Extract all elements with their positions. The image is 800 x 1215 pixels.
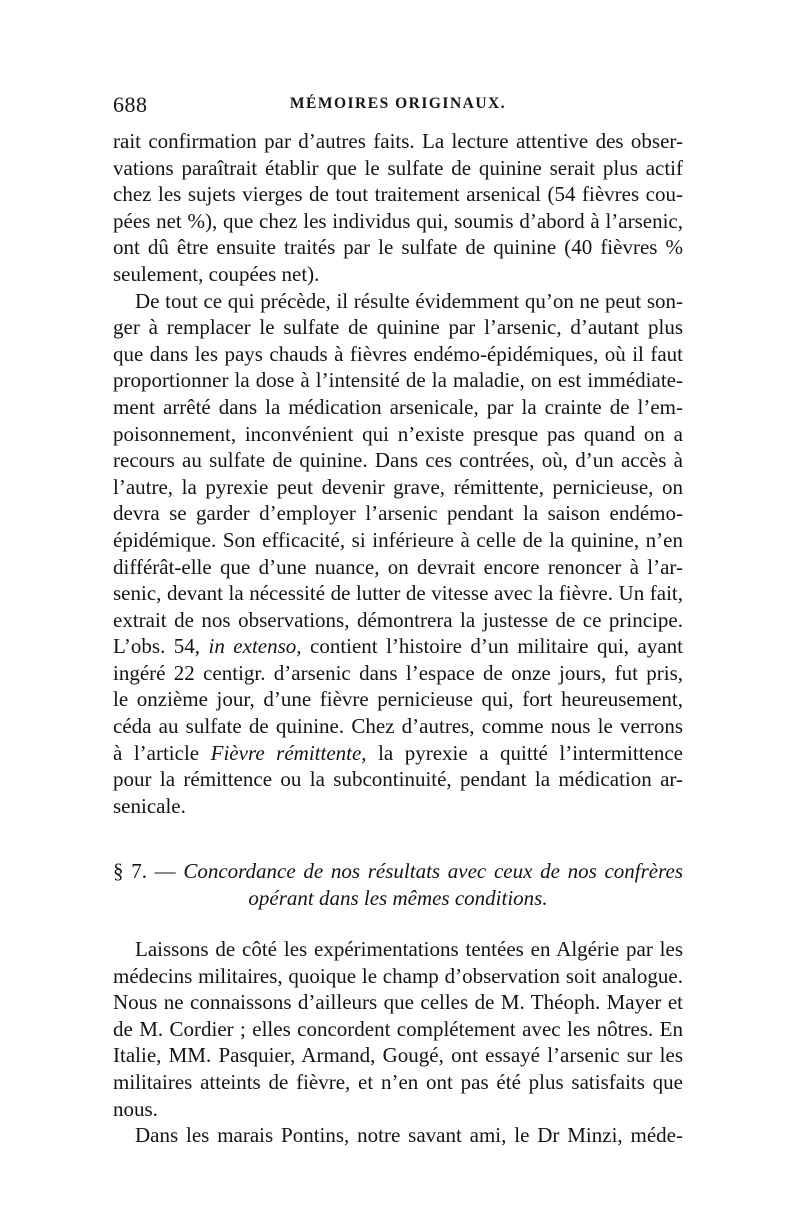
- running-head: MÉMOIRES ORIGINAUX.: [289, 95, 507, 112]
- text-line: que dans les pays chauds à fièvres endémo-épidémiques, où il faut: [113, 341, 683, 366]
- text-line: rait confirmation par d’autres faits. La lecture attentive des obser-: [113, 129, 683, 153]
- main-text: [113, 128, 683, 819]
- text-line: l’autre, la pyrexie peut devenir grave, rémittente, pernicieuse, on: [113, 474, 683, 499]
- text-segment: la pyrexie a quitté l’intermittence: [366, 740, 683, 765]
- text-line: recours au sulfate de quinine. Dans ces contrées, où, d’un accès à: [113, 448, 683, 473]
- text-line: Laissons de côté les expérimentations tentées en Algérie par les: [135, 937, 683, 961]
- text-line: pour la rémittence ou la subcontinuité, pendant la médication ar-: [113, 767, 683, 792]
- text-line: extrait de nos observations, démontrera la justesse de ce principe.: [113, 607, 683, 632]
- text-line: Italie, MM. Pasquier, Armand, Gougé, ont essayé l’arsenic sur les: [113, 1043, 683, 1068]
- page-header: [113, 92, 683, 124]
- text-segment: à l’article: [113, 740, 211, 765]
- section-heading: [113, 858, 683, 912]
- text-line: céda au sulfate de quinine. Chez d’autres, comme nous le verrons: [113, 714, 683, 739]
- text-line: le onzième jour, d’une fièvre pernicieuse qui, fort heureusement,: [113, 687, 683, 712]
- text-line: Nous ne connaissons d’ailleurs que celles de M. Théoph. Mayer et: [113, 990, 683, 1015]
- text-line: nous.: [113, 1096, 158, 1121]
- text-line: épidémique. Son efficacité, si inférieure à celle de la quinine, n’en: [113, 527, 683, 552]
- text-line: senicale.: [113, 793, 186, 818]
- text-line: ment arrêté dans la médication arsenicale, par la crainte de l’em-: [113, 394, 683, 419]
- text-line: senic, devant la nécessité de lutter de vitesse avec la fièvre. Un fait,: [113, 581, 683, 606]
- text-line: médecins militaires, quoique le champ d’observation soit analogue.: [113, 963, 683, 988]
- text-line: poisonnement, inconvénient qui n’existe presque pas quand on a: [113, 421, 683, 446]
- text-line: Dans les marais Pontins, notre savant ami, le Dr Minzi, méde-: [135, 1123, 683, 1148]
- section-title-line: [113, 858, 683, 885]
- section-number: § 7. —: [113, 859, 176, 883]
- italic-term: Fièvre rémittente,: [210, 740, 367, 765]
- text-line: devra se garder d’employer l’arsenic pendant la saison endémo-: [113, 501, 683, 526]
- text-line: proportionner la dose à l’intensité de la maladie, on est immédiate-: [113, 368, 683, 393]
- text-line: chez les sujets vierges de tout traitement arsenical (54 fièvres cou-: [113, 182, 683, 207]
- text-line-mixed: [113, 740, 683, 767]
- italic-term: in extenso,: [208, 634, 302, 659]
- text-line: De tout ce qui précède, il résulte évidemment qu’on ne peut son-: [135, 288, 683, 313]
- text-line: ont dû être ensuite traités par le sulfate de quinine (40 fièvres %: [113, 235, 683, 260]
- section-title-text: Concordance de nos résultats avec ceux de nos confrères: [175, 859, 684, 883]
- page-number: 688: [113, 92, 148, 117]
- section-title-line: opérant dans les mêmes conditions.: [248, 886, 548, 910]
- text-line: militaires atteints de fièvre, et n’en ont pas été plus satisfaits que: [113, 1069, 683, 1094]
- text-line: pées net %), que chez les individus qui, soumis d’abord à l’arsenic,: [113, 208, 683, 233]
- text-line: seulement, coupées net).: [113, 261, 320, 286]
- text-line: ingéré 22 centigr. d’arsenic dans l’espace de onze jours, fut pris,: [113, 660, 683, 685]
- text-line: différât-elle que d’une nuance, on devrait encore renoncer à l’ar-: [113, 554, 683, 579]
- text-line: vations paraîtrait établir que le sulfate de quinine serait plus actif: [113, 155, 683, 180]
- text-line: de M. Cordier ; elles concordent complétement avec les nôtres. En: [113, 1016, 683, 1041]
- text-line-mixed: [113, 633, 683, 660]
- text-line: ger à remplacer le sulfate de quinine par l’arsenic, d’autant plus: [113, 315, 683, 340]
- text-segment: L’obs. 54,: [113, 634, 209, 659]
- text-segment: contient l’histoire d’un militaire qui, ayant: [301, 634, 683, 659]
- section-text: [113, 936, 683, 1149]
